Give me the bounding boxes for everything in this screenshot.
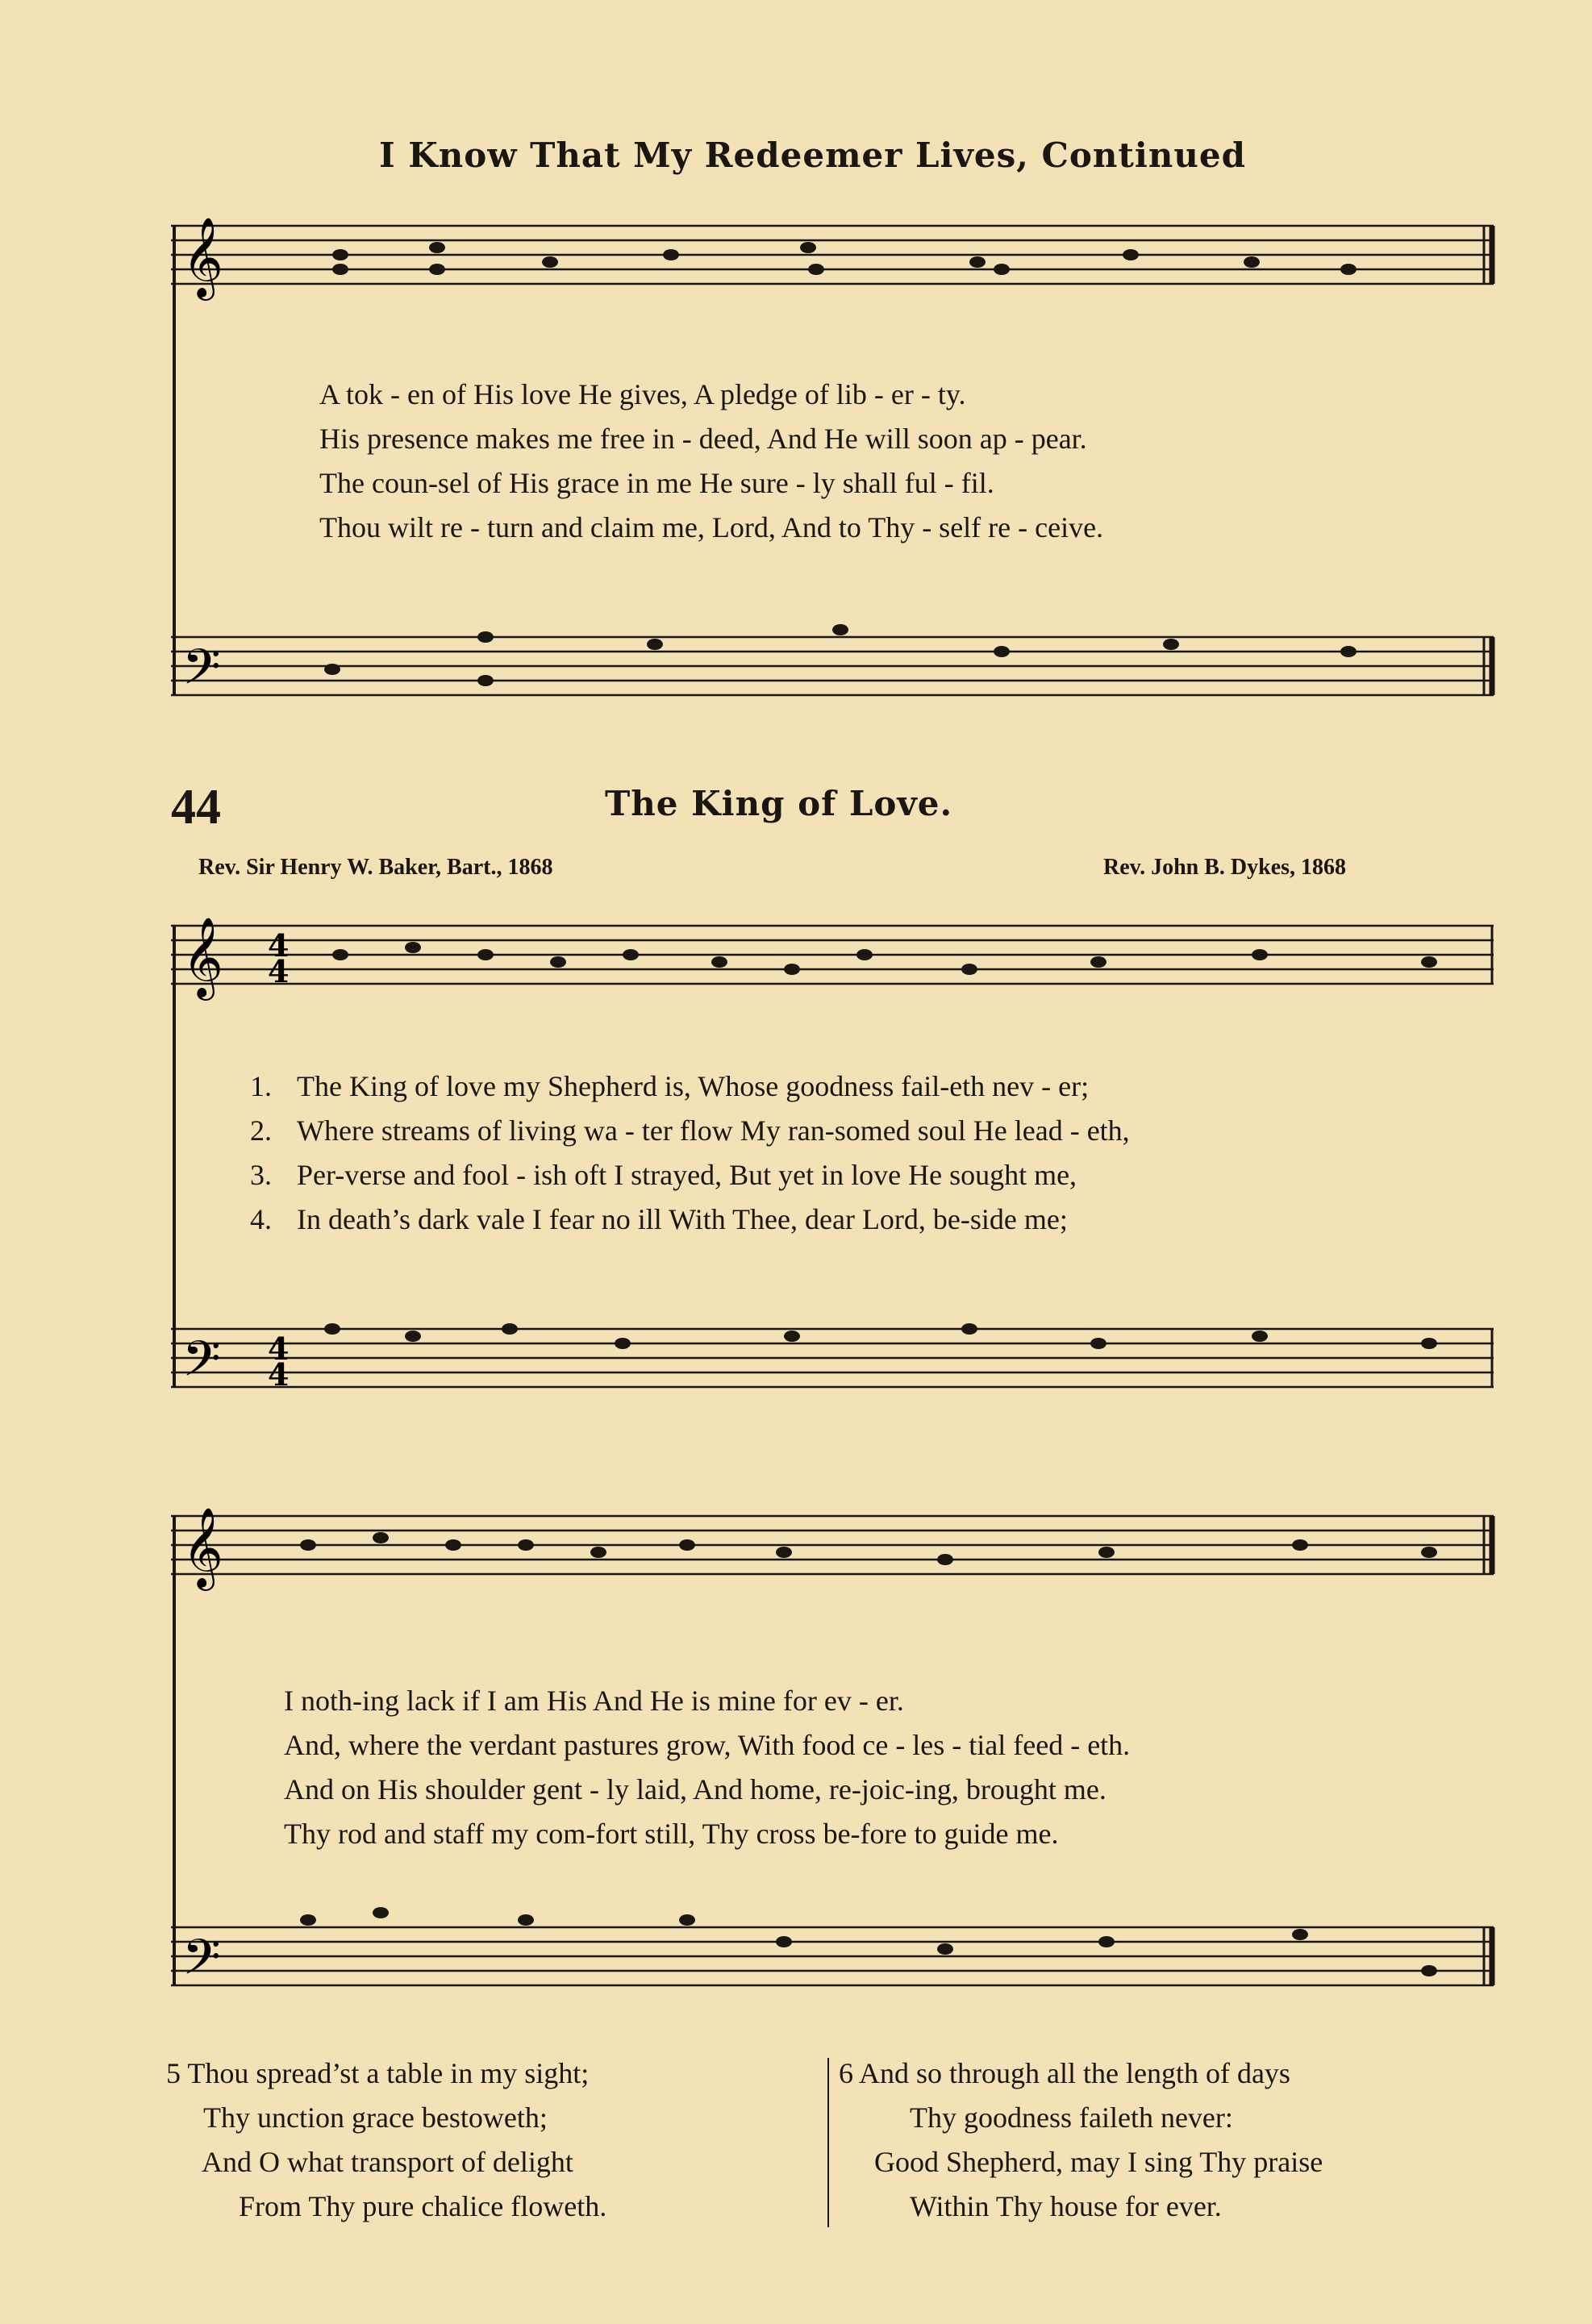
continued-title: I Know That My Redeemer Lives, Continued [379,135,1246,175]
stanza-divider [827,2058,829,2227]
hymn-author: Rev. Sir Henry W. Baker, Bart., 1868 [198,855,553,880]
verse-4-line-1: 4. In death’s dark vale I fear no ill With Thee, dear Lord, be-side me; [250,1203,1068,1235]
notes-sys1 [324,242,1357,686]
verse-3-line-1: 3. Per-verse and fool - ish oft I strayed, But yet in love He sought me, [250,1159,1077,1191]
verse-1-line-1: 1. The King of love my Shepherd is, Whose goodness fail-eth nev - er; [250,1070,1090,1102]
treble-clef: 𝄞 [182,918,223,997]
hymn-title: The King of Love. [605,784,953,823]
verse-1-line-2: I noth-ing lack if I am His And He is mine for ev - er. [284,1685,904,1717]
verse-2-line-2: And, where the verdant pastures grow, With food ce - les - tial feed - eth. [284,1729,1131,1761]
verse-3-line-2: And on His shoulder gent - ly laid, And home, re-joic-ing, brought me. [284,1773,1106,1805]
continued-verse-3: The coun-sel of His grace in me He sure - ly shall ful - fil. [319,467,994,499]
treble-clef: 𝄞 [182,218,223,298]
bass-clef: 𝄢 [182,1331,221,1400]
system-3-music [171,1508,1502,2024]
svg-text:4: 4 [268,953,290,989]
continued-verse-4: Thou wilt re - turn and claim me, Lord, And to Thy - self re - ceive. [319,511,1104,544]
continued-verse-2: His presence makes me free in - deed, And He will soon ap - pear. [319,423,1087,455]
bass-staff [171,637,1494,695]
bass-clef: 𝄢 [182,639,221,708]
continued-verse-1: A tok - en of His love He gives, A pledge of lib - er - ty. [319,378,966,410]
treble-clef: 𝄞 [182,1508,223,1588]
bass-clef: 𝄢 [182,1929,221,1998]
treble-staff [171,926,1494,984]
stanza-5: 5 Thou spread’st a table in my sight; Thy unction grace bestoweth; And O what transport of delight From Thy pure chalice floweth. [166,2057,607,2222]
verse-2-line-1: 2. Where streams of living wa - ter flow My ran-somed soul He lead - eth, [250,1114,1130,1147]
treble-staff [171,226,1494,284]
time-signature: 4 [268,927,290,964]
stanza-6: 6 And so through all the length of days Thy goodness faileth never: Good Shepherd, may I sing Thy praise Within Thy house for ever. [839,2057,1323,2222]
svg-text:4: 4 [268,1331,290,1367]
hymn-number: 44 [171,780,221,835]
verse-4-line-2: Thy rod and staff my com-fort still, Thy cross be-fore to guide me. [284,1818,1059,1850]
hymn-composer: Rev. John B. Dykes, 1868 [1103,855,1347,880]
bass-staff [171,1329,1494,1387]
svg-text:4: 4 [268,1356,290,1393]
